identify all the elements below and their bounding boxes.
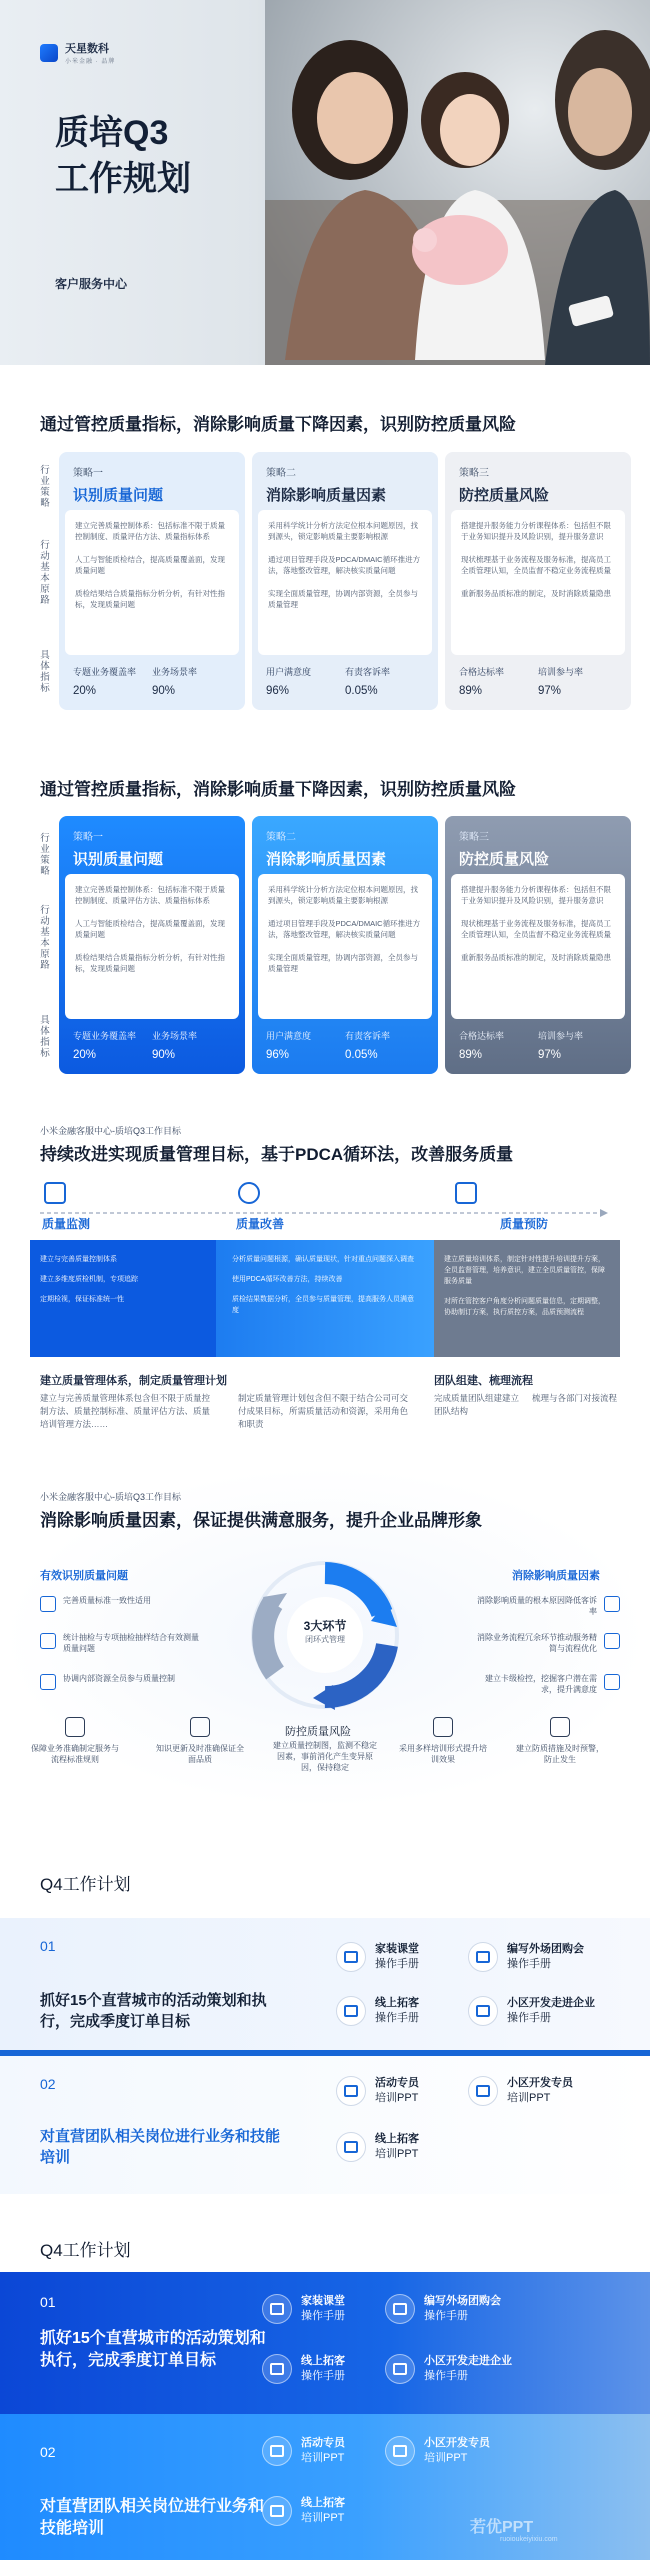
cycle-center-title: 3大环节 bbox=[303, 1619, 347, 1633]
metric bbox=[459, 665, 538, 697]
q4-title-dark: Q4工作计划 bbox=[40, 2241, 131, 2260]
q4-item-title: 线上拓客 bbox=[375, 1997, 419, 2009]
page-title bbox=[55, 110, 285, 202]
metric-value: 20% bbox=[73, 685, 97, 697]
title-line-2: 工作规划 bbox=[55, 160, 191, 198]
book-icon bbox=[190, 1717, 210, 1737]
card-heading: 消除影响质量因素 bbox=[266, 851, 387, 868]
metric bbox=[73, 665, 152, 697]
q4-item-title: 线上拓客 bbox=[375, 2133, 419, 2145]
row-label-principle: 行动基本原路 bbox=[40, 540, 50, 606]
step-monitor: 质量监测 bbox=[42, 1217, 91, 1231]
strategy-card-1 bbox=[59, 452, 245, 710]
metric bbox=[345, 1029, 424, 1061]
q4-item-sub: 操作手册 bbox=[424, 2370, 468, 2382]
step-prevent: 质量预防 bbox=[500, 1217, 549, 1231]
metric bbox=[152, 665, 231, 697]
q4-item-sub: 培训PPT bbox=[507, 2092, 551, 2104]
q4-item-title: 活动专员 bbox=[301, 2437, 345, 2449]
q4-row-number: 01 bbox=[40, 2294, 56, 2310]
q4-item-sub: 培训PPT bbox=[375, 2148, 419, 2160]
card-item: 质检结果结合质量指标分析分析，有针对性指标，发现质量问题 bbox=[75, 953, 225, 973]
band-item: 定期检视，保证标准统一性 bbox=[40, 1296, 124, 1303]
watermark: 若优PPT bbox=[470, 2519, 534, 2536]
q4-item-title: 小区开发专员 bbox=[424, 2437, 490, 2449]
card-item: 现状梳理基于业务流程及服务标准，提高员工全质管理认知，全员监督不稳定业务流程质量 bbox=[461, 555, 611, 575]
metric bbox=[266, 665, 345, 697]
metric bbox=[152, 1029, 231, 1061]
pdca-bottom-text-3: 完成质量团队组建建立团队结构 bbox=[434, 1393, 520, 1416]
band-item: 建立质量培训体系，制定针对性提升培训提升方案，全员监督管理，培养意识，建立全员质量管控，保障服务质量 bbox=[444, 1256, 605, 1285]
q4-item[interactable] bbox=[262, 2354, 345, 2384]
q4-item[interactable] bbox=[385, 2354, 512, 2384]
pdca-bottom-heading-1: 建立质量管理体系，制定质量管理计划 bbox=[40, 1375, 227, 1387]
q4-item-sub: 操作手册 bbox=[375, 2012, 419, 2024]
q4-item-sub: 培训PPT bbox=[375, 2092, 419, 2104]
metric bbox=[266, 1029, 345, 1061]
metric-value: 89% bbox=[459, 1049, 483, 1061]
manual-icon bbox=[344, 1951, 358, 1963]
band-item: 分析质量问题根源，确认质量现状，针对重点问题深入调查 bbox=[232, 1256, 414, 1263]
cycle-bottom-item bbox=[398, 1717, 488, 1765]
q4-dark-row-1 bbox=[0, 2272, 650, 2414]
q4-item[interactable] bbox=[262, 2436, 345, 2466]
q4-item[interactable] bbox=[468, 2076, 573, 2106]
q4-row-text: 对直营团队相关岗位进行业务和技能培训 bbox=[40, 2498, 265, 2537]
cycle-bottom-item bbox=[30, 1717, 120, 1765]
cycle-bottom-item bbox=[270, 1740, 380, 1773]
metric bbox=[538, 665, 617, 697]
q4-item-sub: 培训PPT bbox=[301, 2512, 345, 2524]
q4-dark-row-2 bbox=[0, 2414, 650, 2560]
cycle-right-item bbox=[470, 1673, 620, 1695]
chart-icon bbox=[40, 1633, 56, 1649]
card-item: 人工与智能质检结合，提高质量覆盖面，发现质量问题 bbox=[75, 555, 225, 575]
card-key: 策略三 bbox=[459, 468, 489, 479]
row-label-strategy: 行业策略 bbox=[40, 833, 50, 877]
card-body bbox=[258, 510, 432, 655]
q4-item-title: 线上拓客 bbox=[301, 2355, 345, 2367]
card-item: 实现全面质量管理，协调内部资源，全员参与质量管理 bbox=[268, 589, 418, 609]
cycle-bottom-text: 采用多样培训形式提升培训效果 bbox=[399, 1744, 487, 1764]
q4-row-number: 02 bbox=[40, 2076, 56, 2092]
q4-item[interactable] bbox=[262, 2294, 345, 2324]
card-key: 策略二 bbox=[266, 468, 296, 479]
brand-mark-icon bbox=[40, 44, 58, 62]
cycle-right-text: 消除业务流程冗余环节推动服务精简与流程优化 bbox=[477, 1633, 597, 1653]
metric bbox=[345, 665, 424, 697]
section1-title: 通过管控质量指标，消除影响质量下降因素，识别防控质量风险 bbox=[40, 415, 516, 434]
strategy-card-blue-1 bbox=[59, 816, 245, 1074]
band-item: 质检结果数据分析，全员参与质量管理，提高服务人员满意度 bbox=[232, 1296, 414, 1314]
card-item: 实现全面质量管理，协调内部资源，全员参与质量管理 bbox=[268, 953, 418, 973]
brand-name: 天星数科 bbox=[65, 43, 109, 55]
flow-icon bbox=[604, 1633, 620, 1649]
check-icon bbox=[40, 1596, 56, 1612]
metric-value: 96% bbox=[266, 685, 290, 697]
card-key: 策略一 bbox=[73, 468, 103, 479]
manual-icon bbox=[476, 2005, 490, 2017]
card-item: 搭建提升服务能力分析课程体系：包括但不限于业务知识提升及风险识别，提升服务意识 bbox=[461, 521, 611, 541]
metric-value: 97% bbox=[538, 1049, 562, 1061]
monitor-icon bbox=[44, 1182, 66, 1204]
metric-value: 0.05% bbox=[345, 1049, 378, 1061]
card-body bbox=[65, 510, 239, 655]
q4-item-sub: 操作手册 bbox=[507, 1958, 551, 1970]
band-item: 建立与完善质量控制体系 bbox=[40, 1256, 117, 1263]
q4-item-title: 活动专员 bbox=[375, 2077, 419, 2089]
q4-item-sub: 培训PPT bbox=[301, 2452, 345, 2464]
metric-label: 用户满意度 bbox=[266, 1031, 312, 1041]
q4-item-sub: 操作手册 bbox=[424, 2310, 468, 2322]
metric-label: 培训参与率 bbox=[538, 667, 584, 677]
card-heading: 防控质量风险 bbox=[459, 851, 550, 868]
strategy-card-blue-2 bbox=[252, 816, 438, 1074]
metric-label: 培训参与率 bbox=[538, 1031, 584, 1041]
metric-value: 96% bbox=[266, 1049, 290, 1061]
metric-value: 90% bbox=[152, 1049, 176, 1061]
cycle-bottom-text: 建立质量控制图，监测不稳定因素，事前消化产生变异原因，保持稳定 bbox=[273, 1741, 377, 1772]
row-label-strategy: 行业策略 bbox=[40, 465, 50, 509]
card-heading: 消除影响质量因素 bbox=[266, 487, 387, 504]
card-item: 重新服务品质标准的制定，及时消除质量隐患 bbox=[461, 589, 611, 598]
cycle-right-item bbox=[470, 1632, 620, 1654]
q4-item[interactable] bbox=[336, 1942, 419, 1972]
manual-icon bbox=[270, 2303, 284, 2315]
q4-item[interactable] bbox=[385, 2436, 490, 2466]
card-item: 现状梳理基于业务流程及服务标准，提高员工全质管理认知，全员监督不稳定业务流程质量 bbox=[461, 919, 611, 939]
row-label-metrics: 具体指标 bbox=[40, 1015, 50, 1059]
card-heading: 防控质量风险 bbox=[459, 487, 550, 504]
metric-label: 专题业务覆盖率 bbox=[73, 667, 137, 677]
family-photo bbox=[265, 0, 650, 365]
q4-title-light: Q4工作计划 bbox=[40, 1875, 131, 1894]
ppt-icon bbox=[270, 2505, 284, 2517]
target-icon bbox=[604, 1596, 620, 1612]
q4-row-text: 对直营团队相关岗位进行业务和技能培训 bbox=[40, 2128, 281, 2166]
strategy-card-3 bbox=[445, 452, 631, 710]
metric-value: 90% bbox=[152, 685, 176, 697]
manual-icon bbox=[270, 2363, 284, 2375]
card-item: 人工与智能质检结合，提高质量覆盖面，发现质量问题 bbox=[75, 919, 225, 939]
q4-row-text: 抓好15个直营城市的活动策划和执行，完成季度订单目标 bbox=[40, 2330, 266, 2369]
q4-item[interactable] bbox=[468, 1942, 584, 1972]
card-item: 采用科学统计分析方法定位根本问题原因，找到源头，锁定影响质量主要影响根源 bbox=[268, 885, 418, 905]
prevent-icon bbox=[455, 1182, 477, 1204]
cycle-right-item bbox=[470, 1595, 620, 1617]
q4-item-sub: 操作手册 bbox=[301, 2370, 345, 2382]
card-key: 策略三 bbox=[459, 832, 489, 843]
brand-logo[interactable] bbox=[40, 40, 115, 65]
ppt-icon bbox=[270, 2445, 284, 2457]
cycle-right-text: 建立卡级检控，挖掘客户潜在需求，提升满意度 bbox=[485, 1674, 597, 1694]
metric-value: 89% bbox=[459, 685, 483, 697]
band-item: 使用PDCA循环改善方法，持续改善 bbox=[232, 1276, 343, 1283]
q4-item[interactable] bbox=[336, 1996, 419, 2026]
pdca-band-monitor bbox=[30, 1240, 216, 1357]
card-item: 通过项目管理手段及PDCA/DMAIC循环推进方法，落地整改管理，解决核实质量问题 bbox=[268, 919, 421, 939]
bulb-icon bbox=[604, 1674, 620, 1690]
doc-icon bbox=[65, 1717, 85, 1737]
pdca-band-improve bbox=[216, 1240, 434, 1357]
card-body bbox=[65, 874, 239, 1019]
card-body bbox=[451, 510, 625, 655]
metric-value: 97% bbox=[538, 685, 562, 697]
metric-value: 0.05% bbox=[345, 685, 378, 697]
card-body bbox=[258, 874, 432, 1019]
q4-item[interactable] bbox=[262, 2496, 345, 2526]
cycle-bottom-item bbox=[515, 1717, 605, 1765]
q4-item-sub: 操作手册 bbox=[301, 2310, 345, 2322]
card-item: 建立完善质量控制体系：包括标准不限于质量控制制度、质量评估方法、质量指标体系 bbox=[75, 521, 225, 541]
card-key: 策略二 bbox=[266, 832, 296, 843]
q4-item-title: 小区开发专员 bbox=[507, 2077, 573, 2089]
card-item: 建立完善质量控制体系：包括标准不限于质量控制制度、质量评估方法、质量指标体系 bbox=[75, 885, 225, 905]
q4-row-2 bbox=[0, 2056, 650, 2194]
pdca-bottom-text-1: 建立与完善质量管理体系包含但不限于质量控制方法、质量控制标准、质量评估方法、质量培训管理方法…… bbox=[40, 1393, 211, 1429]
improve-icon bbox=[238, 1182, 260, 1204]
pdca-band-prevent bbox=[434, 1240, 620, 1357]
q4-item[interactable] bbox=[468, 1996, 595, 2026]
q4-item-sub: 操作手册 bbox=[507, 2012, 551, 2024]
metric bbox=[538, 1029, 617, 1061]
metric-label: 业务场景率 bbox=[152, 667, 198, 677]
watermark-url: ruoioukeiyixiu.com bbox=[500, 2536, 558, 2543]
cycle-bottom-text: 建立防质措施及时预警，防止发生 bbox=[516, 1744, 604, 1764]
cycle-center-sub: 闭环式管理 bbox=[305, 1635, 345, 1644]
training-icon bbox=[433, 1717, 453, 1737]
pdca-bottom-text-2: 制定质量管理计划包含但不限于结合公司可交付成果目标，所需质量活动和资源，采用角色和职责 bbox=[238, 1393, 409, 1429]
card-item: 通过项目管理手段及PDCA/DMAIC循环推进方法，落地整改管理，解决核实质量问题 bbox=[268, 555, 421, 575]
q4-item-title: 小区开发走进企业 bbox=[507, 1997, 595, 2009]
metric-value: 20% bbox=[73, 1049, 97, 1061]
pdca-bottom-text-4: 梳理与各部门对接流程 bbox=[532, 1393, 618, 1403]
ppt-icon bbox=[393, 2445, 407, 2457]
metric-label: 合格达标率 bbox=[459, 1031, 505, 1041]
metric bbox=[73, 1029, 152, 1061]
q4-item[interactable] bbox=[385, 2294, 501, 2324]
q4-item-sub: 培训PPT bbox=[424, 2452, 468, 2464]
q4-row-text: 抓好15个直营城市的活动策划和执行，完成季度订单目标 bbox=[40, 1992, 267, 2030]
q4-item-title: 线上拓客 bbox=[301, 2497, 345, 2509]
team-icon bbox=[40, 1674, 56, 1690]
cycle-left-heading: 有效识别质量问题 bbox=[40, 1570, 128, 1582]
step-improve: 质量改善 bbox=[236, 1217, 285, 1231]
metric-label: 专题业务覆盖率 bbox=[73, 1031, 137, 1041]
metric-label: 有责客诉率 bbox=[345, 667, 391, 677]
strategy-card-2 bbox=[252, 452, 438, 710]
cycle-bottom-text: 知识更新及时准确保证全面品质 bbox=[156, 1744, 244, 1764]
row-label-metrics: 具体指标 bbox=[40, 650, 50, 694]
cycle-tag: 小米金融客服中心-质培Q3工作目标 bbox=[40, 1492, 182, 1502]
metric bbox=[459, 1029, 538, 1061]
metric-label: 业务场景率 bbox=[152, 1031, 198, 1041]
cycle-right-text: 消除影响质量的根本原因降低客诉率 bbox=[477, 1596, 597, 1616]
title-line-1: 质培Q3 bbox=[55, 114, 169, 152]
pdca-tag: 小米金融客服中心-质培Q3工作目标 bbox=[40, 1126, 182, 1136]
page-subtitle: 客户服务中心 bbox=[55, 277, 128, 291]
q4-row-number: 01 bbox=[40, 1938, 56, 1954]
section2-title: 通过管控质量指标，消除影响质量下降因素，识别防控质量风险 bbox=[40, 780, 516, 799]
cycle-title: 消除影响质量因素，保证提供满意服务，提升企业品牌形象 bbox=[40, 1511, 482, 1530]
q4-item[interactable] bbox=[336, 2132, 419, 2162]
metric-label: 合格达标率 bbox=[459, 667, 505, 677]
card-heading: 识别质量问题 bbox=[73, 851, 164, 868]
alert-icon bbox=[550, 1717, 570, 1737]
q4-item-title: 编写外场团购会 bbox=[424, 2295, 501, 2307]
cycle-left-text: 协调内部资源全员参与质量控制 bbox=[63, 1674, 175, 1683]
hero-banner bbox=[0, 0, 650, 365]
q4-item[interactable] bbox=[336, 2076, 419, 2106]
card-heading: 识别质量问题 bbox=[73, 487, 164, 504]
band-item: 建立多维度质检机制，专项追踪 bbox=[40, 1276, 138, 1283]
manual-icon bbox=[393, 2303, 407, 2315]
cycle-bottom-heading: 防控质量风险 bbox=[285, 1726, 351, 1738]
q4-item-title: 小区开发走进企业 bbox=[424, 2355, 512, 2367]
q4-row-number: 02 bbox=[40, 2444, 56, 2460]
q4-row-1 bbox=[0, 1918, 650, 2050]
pdca-title: 持续改进实现质量管理目标，基于PDCA循环法，改善服务质量 bbox=[40, 1145, 514, 1164]
row-label-principle: 行动基本原路 bbox=[40, 905, 50, 971]
ppt-icon bbox=[476, 2085, 490, 2097]
cycle-left-text: 统计抽检与专项抽检抽样结合有效测量质量问题 bbox=[63, 1633, 199, 1653]
cycle-bottom-text: 保障业务准确制定服务与流程标准规则 bbox=[31, 1744, 119, 1764]
card-item: 搭建提升服务能力分析课程体系：包括但不限于业务知识提升及风险识别，提升服务意识 bbox=[461, 885, 611, 905]
card-body bbox=[451, 874, 625, 1019]
pdca-bottom-heading-3: 团队组建、梳理流程 bbox=[434, 1375, 533, 1387]
cycle-bottom-item bbox=[155, 1717, 245, 1765]
card-item: 重新服务品质标准的制定，及时消除质量隐患 bbox=[461, 953, 611, 962]
ppt-icon bbox=[344, 2085, 358, 2097]
band-item: 对所在管控客户角度分析问题质量信息，定期调整，协助制订方案，执行质控方案，品质预测流程 bbox=[444, 1298, 605, 1316]
cycle-right-heading: 消除影响质量因素 bbox=[512, 1570, 600, 1582]
strategy-card-blue-3 bbox=[445, 816, 631, 1074]
metric-label: 用户满意度 bbox=[266, 667, 312, 677]
card-item: 采用科学统计分析方法定位根本问题原因，找到源头，锁定影响质量主要影响根源 bbox=[268, 521, 418, 541]
metric-label: 有责客诉率 bbox=[345, 1031, 391, 1041]
manual-icon bbox=[393, 2363, 407, 2375]
ppt-icon bbox=[344, 2141, 358, 2153]
cycle-left-text: 完善质量标准一致性适用 bbox=[63, 1596, 151, 1605]
q4-item-title: 编写外场团购会 bbox=[507, 1943, 584, 1955]
manual-icon bbox=[344, 2005, 358, 2017]
brand-tagline: 小米金融 · 品牌 bbox=[65, 59, 116, 65]
card-item: 质检结果结合质量指标分析分析，有针对性指标，发现质量问题 bbox=[75, 589, 225, 609]
q4-item-title: 家装课堂 bbox=[301, 2295, 345, 2307]
manual-icon bbox=[476, 1951, 490, 1963]
q4-item-sub: 操作手册 bbox=[375, 1958, 419, 1970]
card-key: 策略一 bbox=[73, 832, 103, 843]
q4-item-title: 家装课堂 bbox=[375, 1943, 419, 1955]
